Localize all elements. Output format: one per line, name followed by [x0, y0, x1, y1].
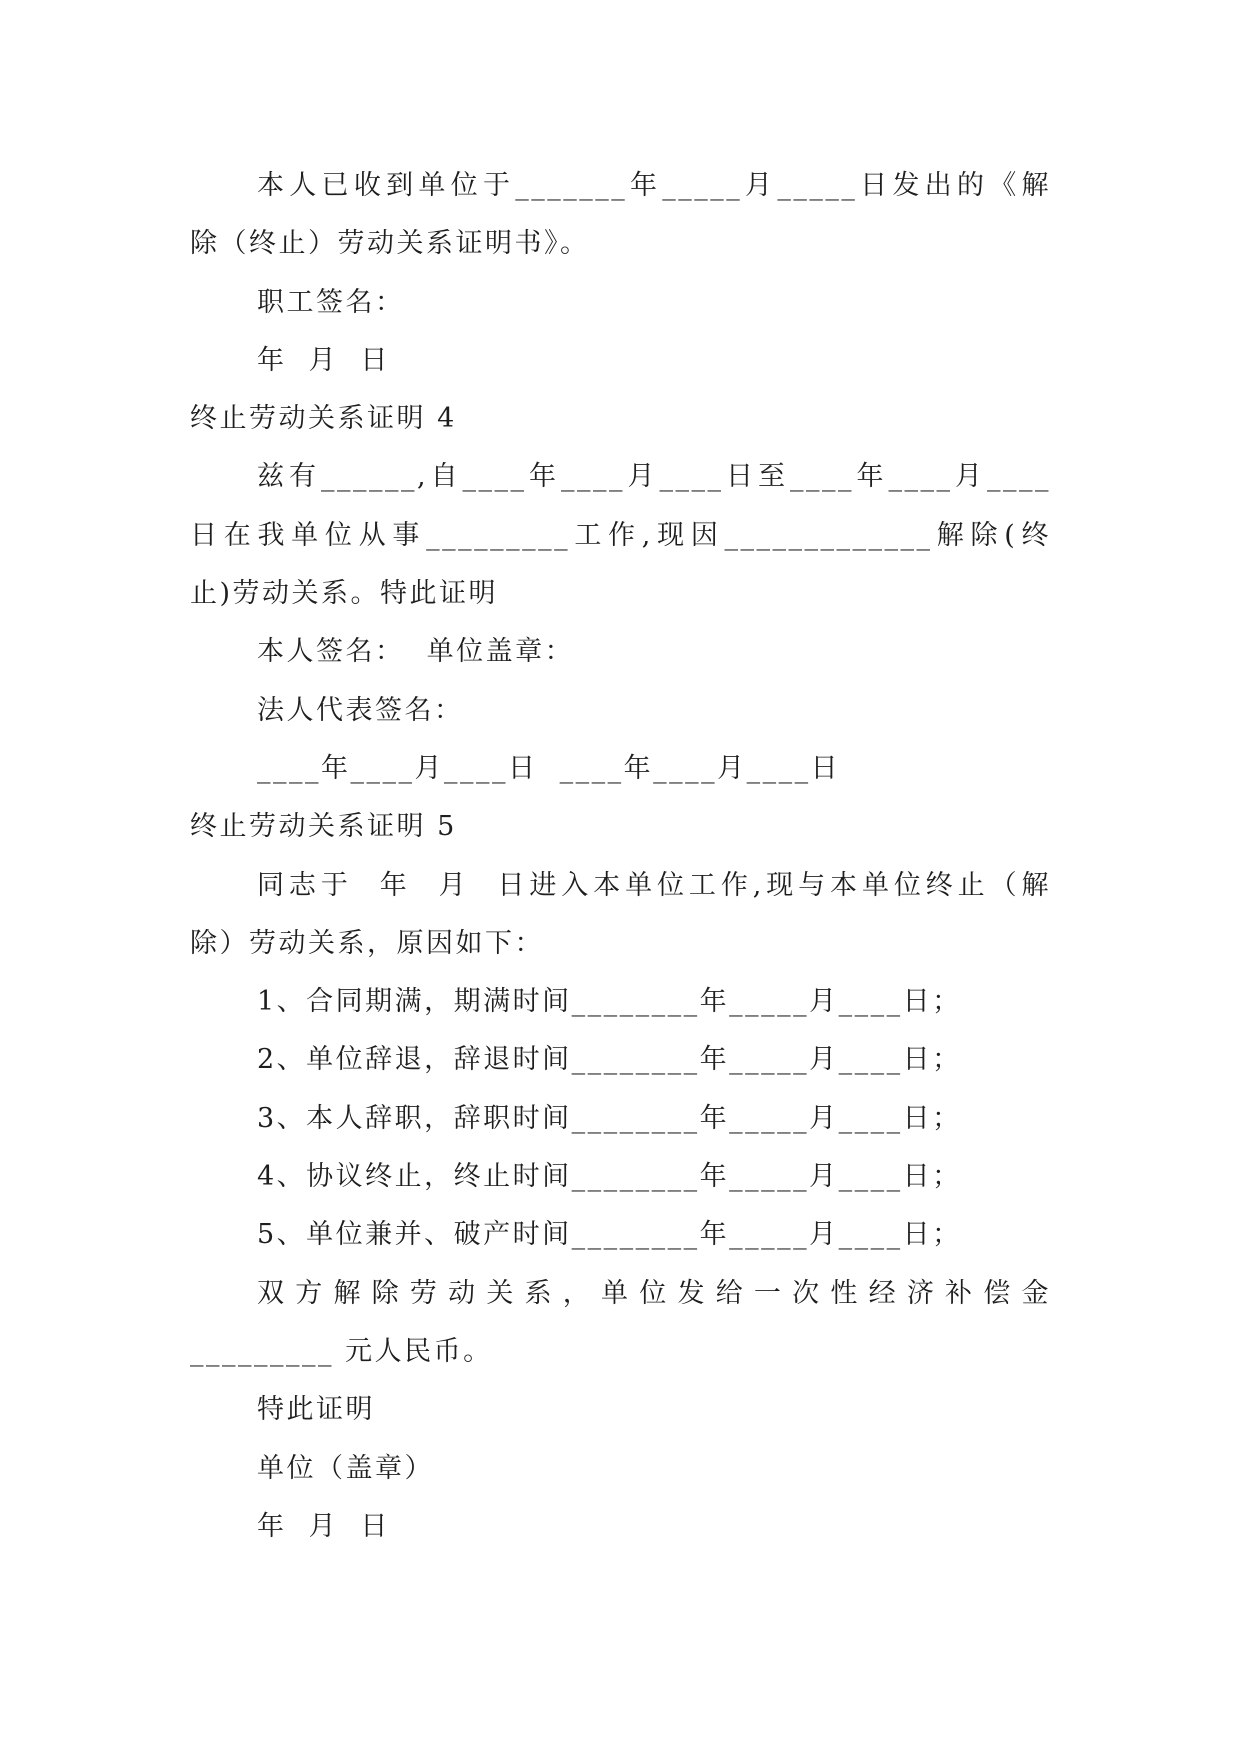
document-body	[190, 157, 1051, 1556]
certificate-5-heading: 终止劳动关系证明 5	[190, 811, 457, 843]
certificate-5-intro-line-2: 除）劳动关系，原因如下：	[190, 927, 544, 959]
reason-item-3: 3、本人辞职，辞职时间________年_____月____日；	[257, 1102, 962, 1134]
certificate-4-body-line-1: 兹有______,自____年____月____日至____年____月____	[257, 461, 1051, 493]
certificate-4-body-line-3: 止)劳动关系。特此证明	[190, 578, 499, 610]
receipt-date-line: 年 月 日	[257, 344, 390, 376]
certificate-4-date-line: ____年____月____日 ____年____月____日	[257, 752, 841, 784]
certificate-4-signature-line: 本人签名： 单位盖章：	[257, 636, 575, 668]
receipt-statement-line-1: 本人已收到单位于_______年_____月_____日发出的《解	[257, 170, 1051, 201]
receipt-statement-line-2: 除（终止）劳动关系证明书》。	[190, 228, 590, 260]
certificate-4-body-line-2: 日在我单位从事_________工作,现因_____________解除(终	[190, 519, 1051, 551]
reason-item-5: 5、单位兼并、破产时间________年_____月____日；	[257, 1219, 962, 1251]
certificate-4-heading: 终止劳动关系证明 4	[190, 403, 457, 435]
legal-rep-signature-label: 法人代表签名：	[257, 694, 464, 726]
certificate-5-closing: 特此证明	[257, 1394, 375, 1426]
compensation-line-2: _________ 元人民币。	[190, 1335, 493, 1367]
compensation-line-1: 双方解除劳动关系，单位发给一次性经济补偿金	[257, 1277, 1051, 1309]
unit-seal-label: 单位（盖章）	[257, 1452, 434, 1484]
reason-item-4: 4、协议终止，终止时间________年_____月____日；	[257, 1161, 962, 1193]
reason-item-2: 2、单位辞退，辞退时间________年_____月____日；	[257, 1044, 962, 1076]
reason-item-1: 1、合同期满，期满时间________年_____月____日；	[257, 986, 962, 1018]
employee-signature-label: 职工签名：	[257, 286, 405, 318]
certificate-5-intro-line-1: 同志于 年 月 日进入本单位工作,现与本单位终止（解	[257, 869, 1051, 901]
certificate-5-date-line: 年 月 日	[257, 1510, 390, 1542]
